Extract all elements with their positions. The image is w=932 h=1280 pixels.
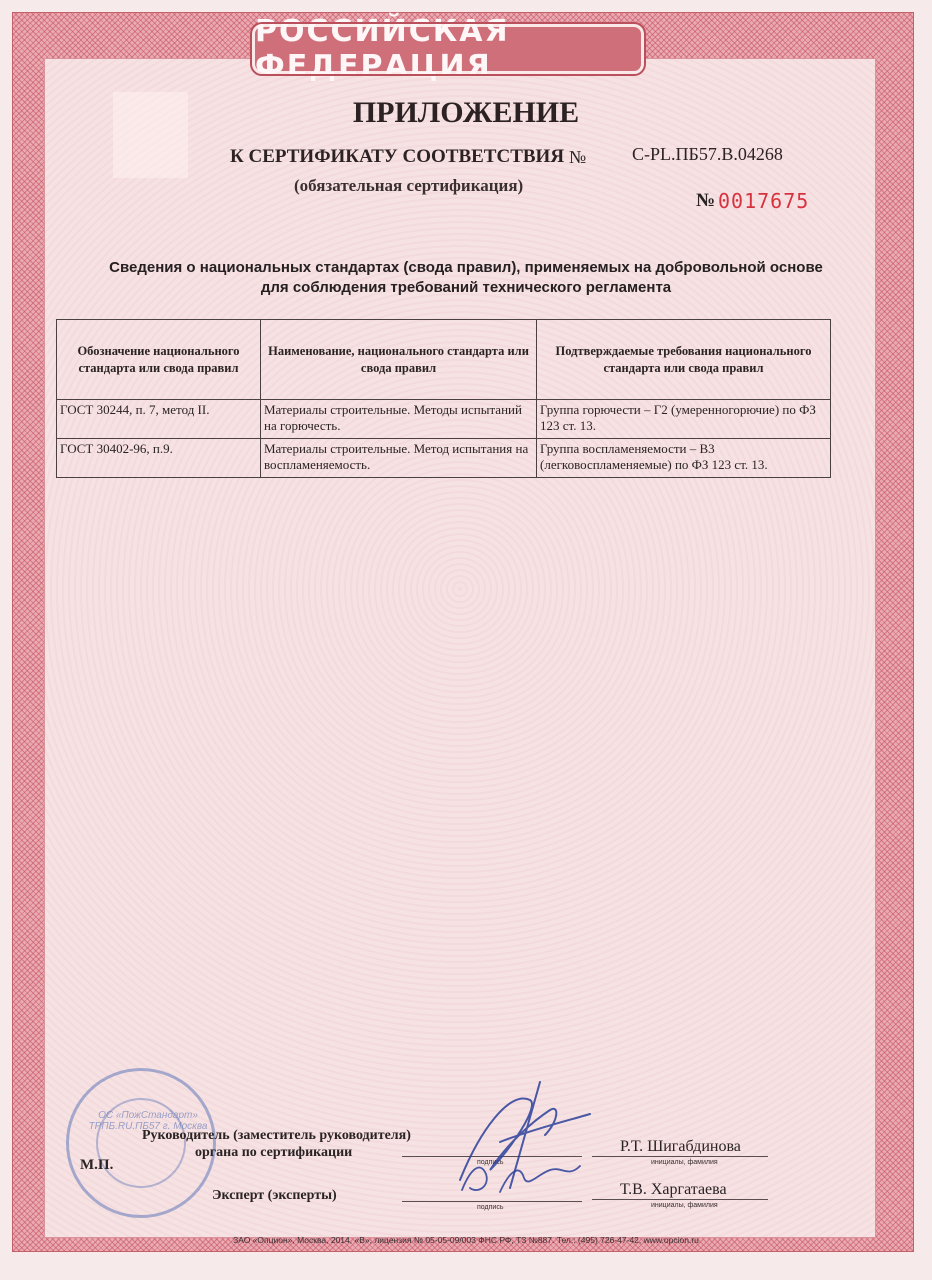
cell-name: Материалы строительные. Методы испытаний на горючесть. [261,400,537,439]
seal-place-label: М.П. [80,1157,114,1173]
printer-footer: ЗАО «Опцион», Москва, 2014, «В», лицензия № 05-05-09/003 ФНС РФ, ТЗ №887. Тел.: (495) 726-47-42, www.opcion.ru [233,1235,699,1245]
form-number-sign: № [696,190,716,211]
page-title: ПРИЛОЖЕНИЕ [352,96,580,129]
head-signature-caption: подпись [477,1159,504,1166]
expert-name: Т.В. Харгатаева [620,1181,727,1198]
form-serial-number: 0017675 [718,189,810,213]
certificate-subtitle: К СЕРТИФИКАТУ СООТВЕТСТВИЯ [230,146,565,167]
table-row [57,400,831,439]
head-name: Р.Т. Шигабдинова [620,1138,741,1155]
cell-designation: ГОСТ 30402-96, п.9. [57,439,261,478]
standards-table [56,319,831,478]
table-row [57,439,831,478]
column-header-designation: Обозначение национального стандарта или свода правил [57,320,261,400]
section-heading-line-1: Сведения о национальных стандартах (свода правил), применяемых на добровольной основе [109,259,823,276]
section-heading-line-2: для соблюдения требований технического регламента [260,279,672,296]
expert-signature-line [402,1201,582,1202]
expert-name-caption: инициалы, фамилия [651,1202,718,1209]
cell-requirements: Группа горючести – Г2 (умеренногорючие) по ФЗ 123 ст. 13. [537,400,831,439]
head-label-line-2: органа по сертификации [195,1145,353,1160]
section-heading [60,258,872,298]
seal-stamp-text: ОС «ПожСтандарт» ТРПБ.RU.ПБ57 г. Москва [88,1110,208,1132]
column-header-name: Наименование, национального стандарта или свода правил [261,320,537,400]
expert-label: Эксперт (эксперты) [212,1188,337,1203]
head-name-caption: инициалы, фамилия [651,1159,718,1166]
expert-signature-caption: подпись [477,1204,504,1211]
certification-type: (обязательная сертификация) [294,176,524,195]
cell-designation: ГОСТ 30244, п. 7, метод II. [57,400,261,439]
handwritten-signature [440,1070,620,1200]
country-banner: РОССИЙСКАЯ ФЕДЕРАЦИЯ [252,24,644,74]
number-sign: № [569,147,587,167]
cell-name: Материалы строительные. Метод испытания на воспламеняемость. [261,439,537,478]
table-header-row [57,320,831,400]
column-header-requirements: Подтверждаемые требования национального стандарта или свода правил [537,320,831,400]
cell-requirements: Группа воспламеняемости – В3 (легковоспламеняемые) по ФЗ 123 ст. 13. [537,439,831,478]
head-label-line-1: Руководитель (заместитель руководителя) [142,1128,411,1143]
certificate-number: C-PL.ПБ57.В.04268 [632,144,783,164]
document-body [44,58,876,1238]
